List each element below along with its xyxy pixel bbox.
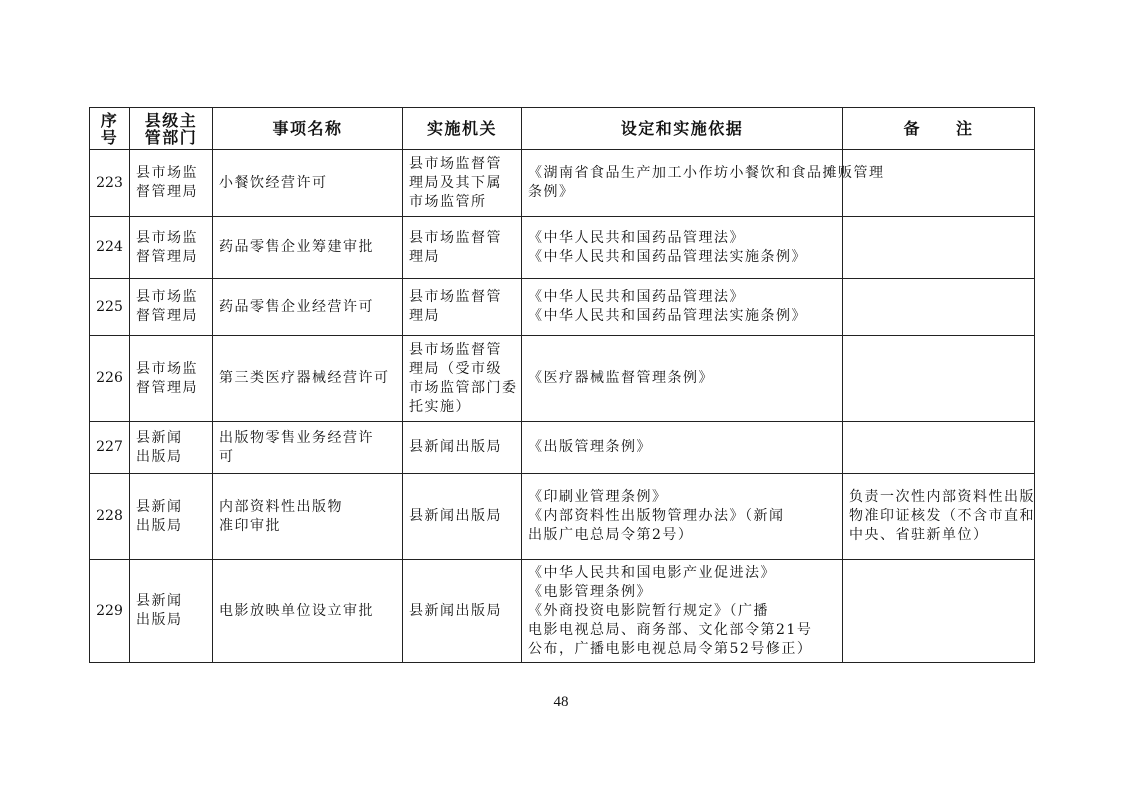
cell-item-line: 小餐饮经营许可 (219, 174, 328, 191)
cell-dept-line: 县新闻 (136, 498, 183, 515)
table-row (90, 560, 1035, 663)
cell-basis-line: 《中华人民共和国药品管理法》 (528, 229, 745, 246)
cell-item (213, 422, 403, 474)
cell-basis-line: 《内部资料性出版物管理办法》（新闻 (528, 508, 785, 524)
cell-dept-line: 县市场监 (136, 229, 198, 246)
cell-item (213, 217, 403, 279)
cell-remark (843, 279, 1035, 336)
cell-basis-line: 公布，广播电影电视总局令第52号修正） (528, 640, 813, 657)
cell-agency-line: 托实施） (409, 398, 471, 415)
cell-seq: 229 (90, 560, 130, 663)
cell-dept (130, 474, 213, 560)
header-dept (130, 108, 213, 150)
cell-agency-line: 县市场监督管 (409, 341, 502, 358)
cell-seq: 227 (90, 422, 130, 474)
cell-basis (522, 217, 843, 279)
cell-remark (843, 474, 1035, 560)
cell-dept-line: 县市场监 (136, 289, 198, 305)
cell-basis-line: 电影电视总局、商务部、文化部令第21号 (528, 621, 813, 638)
table-row (90, 474, 1035, 560)
cell-basis (522, 279, 843, 336)
header-agency: 实施机关 (403, 108, 522, 150)
cell-agency-line: 县市场监督管 (409, 155, 502, 172)
cell-basis-line: 《中华人民共和国药品管理法》 (528, 289, 745, 305)
cell-item (213, 279, 403, 336)
table-body (90, 150, 1035, 663)
cell-basis-line: 条例》 (528, 184, 575, 200)
cell-remark-line: 负责一次性内部资料性出版 (849, 489, 1035, 505)
cell-remark (843, 150, 1035, 217)
cell-agency-line: 市场监管所 (409, 193, 487, 210)
cell-seq: 225 (90, 279, 130, 336)
cell-basis (522, 474, 843, 560)
cell-agency-line: 理局 (409, 308, 440, 324)
cell-dept-line: 县市场监 (136, 360, 198, 377)
table-row (90, 150, 1035, 217)
cell-agency (403, 422, 522, 474)
cell-basis-line: 《出版管理条例》 (528, 439, 652, 455)
cell-basis-line: 《外商投资电影院暂行规定》（广播 (528, 602, 769, 619)
cell-agency-line: 理局（受市级 (409, 360, 502, 377)
cell-agency-line: 理局 (409, 248, 440, 265)
cell-item (213, 336, 403, 422)
cell-basis-line: 《印刷业管理条例》 (528, 489, 668, 505)
cell-dept-line: 督管理局 (136, 379, 198, 396)
cell-remark (843, 336, 1035, 422)
cell-basis-line: 《湖南省食品生产加工小作坊小餐饮和食品摊贩管理 (528, 165, 885, 181)
cell-agency-line: 县新闻出版局 (409, 602, 502, 619)
header-remark: 备 注 (843, 108, 1035, 150)
cell-basis (522, 560, 843, 663)
cell-item-line: 药品零售企业筹建审批 (219, 239, 374, 255)
cell-dept-line: 出版局 (136, 517, 183, 534)
cell-basis-line: 《中华人民共和国药品管理法实施条例》 (528, 248, 807, 265)
header-basis: 设定和实施依据 (522, 108, 843, 150)
cell-agency-line: 市场监管部门委 (409, 379, 518, 396)
table-row (90, 336, 1035, 422)
cell-dept (130, 217, 213, 279)
cell-dept (130, 336, 213, 422)
cell-dept-line: 出版局 (136, 612, 183, 628)
cell-agency (403, 560, 522, 663)
cell-item-line: 内部资料性出版物 (219, 498, 343, 515)
cell-dept-line: 督管理局 (136, 184, 198, 200)
cell-dept-line: 督管理局 (136, 308, 198, 324)
header-seq-line1: 序 (100, 110, 119, 130)
header-dept-line2: 管部门 (144, 127, 198, 147)
cell-dept (130, 560, 213, 663)
table-row (90, 279, 1035, 336)
cell-basis (522, 150, 885, 217)
cell-remark (843, 560, 1035, 663)
table-row (90, 422, 1035, 474)
cell-dept-line: 督管理局 (136, 248, 198, 265)
cell-agency (403, 336, 522, 422)
cell-item (213, 560, 403, 663)
cell-basis-line: 《中华人民共和国电影产业促进法》 (528, 564, 776, 581)
cell-basis (522, 336, 843, 422)
page-number: 48 (553, 694, 569, 710)
cell-item-line: 准印审批 (219, 517, 281, 534)
cell-agency-line: 县新闻出版局 (409, 439, 502, 455)
cell-agency (403, 474, 522, 560)
cell-basis-line: 《医疗器械监督管理条例》 (528, 370, 714, 386)
cell-remark (843, 422, 1035, 474)
header-row (90, 108, 1035, 150)
cell-dept (130, 279, 213, 336)
cell-remark-line: 中央、省驻新单位） (849, 527, 989, 543)
cell-item (213, 474, 403, 560)
cell-basis-line: 《电影管理条例》 (528, 583, 652, 600)
cell-dept (130, 150, 213, 217)
cell-remark (843, 217, 1035, 279)
cell-dept-line: 县新闻 (136, 429, 183, 446)
cell-seq: 224 (90, 217, 130, 279)
cell-seq: 226 (90, 336, 130, 422)
cell-dept-line: 出版局 (136, 448, 183, 465)
cell-agency (403, 217, 522, 279)
cell-dept-line: 县市场监 (136, 165, 198, 181)
cell-agency-line: 县市场监督管 (409, 289, 502, 305)
cell-basis (522, 422, 843, 474)
cell-agency-line: 理局及其下属 (409, 174, 502, 191)
cell-item-line: 可 (219, 448, 235, 465)
cell-agency-line: 县市场监督管 (409, 229, 502, 246)
approval-items-table (89, 107, 1035, 663)
cell-agency (403, 279, 522, 336)
cell-dept-line: 县新闻 (136, 593, 183, 609)
cell-item (213, 150, 403, 217)
cell-dept (130, 422, 213, 474)
header-seq-line2: 号 (100, 127, 119, 147)
cell-item-line: 出版物零售业务经营许 (219, 429, 374, 446)
cell-basis-line: 《中华人民共和国药品管理法实施条例》 (528, 308, 807, 324)
cell-remark-line: 物准印证核发（不含市直和 (849, 508, 1035, 524)
cell-item-line: 电影放映单位设立审批 (219, 602, 374, 619)
cell-agency (403, 150, 522, 217)
cell-basis-line: 出版广电总局令第2号） (528, 527, 694, 543)
header-dept-line1: 县级主 (144, 110, 198, 130)
header-item: 事项名称 (213, 108, 403, 150)
cell-agency-line: 县新闻出版局 (409, 508, 502, 524)
header-seq (90, 108, 130, 150)
cell-seq: 228 (90, 474, 130, 560)
cell-seq: 223 (90, 150, 130, 217)
table-row (90, 217, 1035, 279)
cell-item-line: 药品零售企业经营许可 (219, 298, 374, 315)
cell-item-line: 第三类医疗器械经营许可 (219, 370, 390, 386)
